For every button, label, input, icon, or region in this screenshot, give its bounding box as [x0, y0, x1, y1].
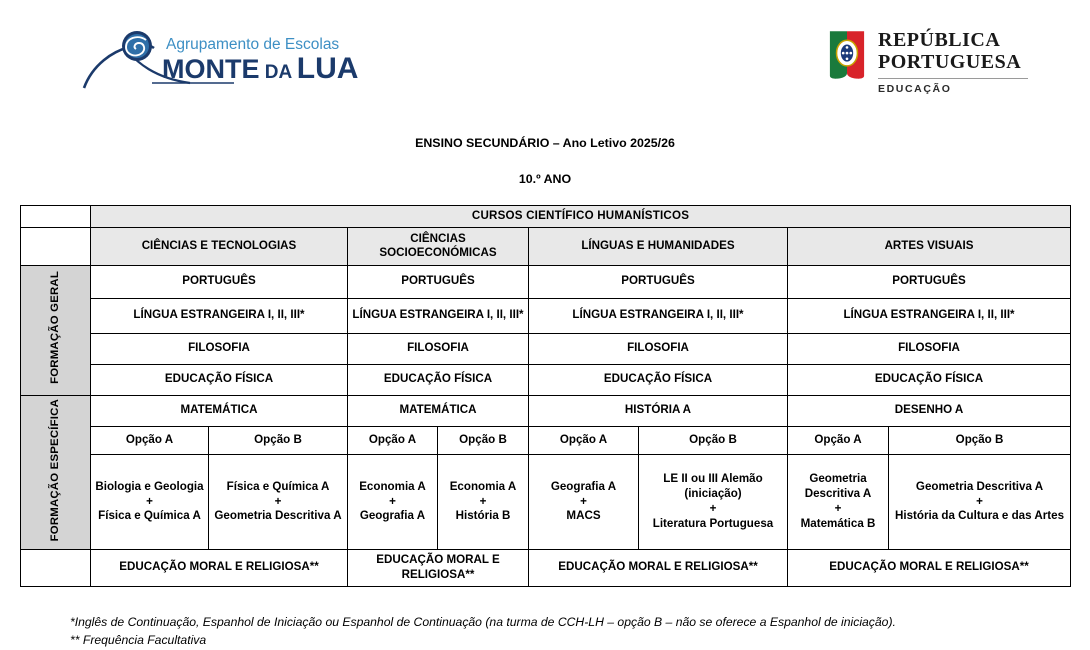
footnotes [70, 613, 1030, 650]
cell-emrc-lh: EDUCAÇÃO MORAL E RELIGIOSA** [529, 550, 788, 587]
option-header-cse-a: Opção A [348, 426, 438, 454]
cell-geral-av-edfisica: EDUCAÇÃO FÍSICA [788, 364, 1071, 395]
cell-option-ct-a: Biologia e Geologia + Física e Química A [91, 454, 209, 549]
cell-trienal-ct: MATEMÁTICA [91, 395, 348, 426]
footnote-single-asterisk: *Inglês de Continuação, Espanhol de Iniciação ou Espanhol de Continuação (na turma de CCH-LH – opção B – não se oferece a Espanhol de iniciação). [70, 615, 896, 629]
banner-cursos-cientifico-humanisticos: CURSOS CIENTÍFICO HUMANÍSTICOS [91, 206, 1071, 228]
table-row-emrc [21, 550, 1071, 587]
cell-trienal-cse: MATEMÁTICA [348, 395, 529, 426]
cell-geral-lh-filosofia: FILOSOFIA [529, 333, 788, 364]
cell-option-cse-b: Economia A + História B [438, 454, 529, 549]
spacer-cell [21, 227, 91, 265]
cell-option-av-a: Geometria Descritiva A + Matemática B [788, 454, 889, 549]
cell-geral-ct-lingua: LÍNGUA ESTRANGEIRA I, II, III* [91, 298, 348, 333]
cell-option-lh-b: LE II ou III Alemão (iniciação) + Literatura Portuguesa [639, 454, 788, 549]
page-subtitle-year: 10.º ANO [518, 172, 572, 186]
option-header-lh-b: Opção B [639, 426, 788, 454]
school-logo-monte-da-lua [82, 26, 382, 98]
cell-geral-cse-edfisica: EDUCAÇÃO FÍSICA [348, 364, 529, 395]
cell-geral-av-filosofia: FILOSOFIA [788, 333, 1071, 364]
option-header-cse-b: Opção B [438, 426, 529, 454]
spacer-cell [21, 206, 91, 228]
cell-emrc-cse: EDUCAÇÃO MORAL E RELIGIOSA** [348, 550, 529, 587]
option-header-lh-a: Opção A [529, 426, 639, 454]
cell-geral-cse-filosofia: FILOSOFIA [348, 333, 529, 364]
cell-trienal-av: DESENHO A [788, 395, 1071, 426]
page-title: ENSINO SECUNDÁRIO – Ano Letivo 2025/26 [415, 136, 675, 150]
cell-geral-ct-edfisica: EDUCAÇÃO FÍSICA [91, 364, 348, 395]
option-header-av-a: Opção A [788, 426, 889, 454]
cell-geral-ct-filosofia: FILOSOFIA [91, 333, 348, 364]
side-label-formacao-geral-text: FORMAÇÃO GERAL [48, 271, 61, 385]
cell-emrc-av: EDUCAÇÃO MORAL E RELIGIOSA** [788, 550, 1071, 587]
side-label-formacao-geral [21, 265, 91, 395]
rp-subtitle-educacao: EDUCAÇÃO [878, 83, 952, 96]
course-header-ciencias-tecnologias: CIÊNCIAS E TECNOLOGIAS [91, 227, 348, 265]
cell-option-av-b: Geometria Descritiva A + História da Cultura e das Artes [889, 454, 1071, 549]
side-label-formacao-especifica [21, 395, 91, 549]
curriculum-table [20, 205, 1071, 587]
footnote-double-asterisk: ** Frequência Facultativa [70, 633, 207, 648]
cell-geral-lh-lingua: LÍNGUA ESTRANGEIRA I, II, III* [529, 298, 788, 333]
cell-geral-av-lingua: LÍNGUA ESTRANGEIRA I, II, III* [788, 298, 1071, 333]
course-header-ciencias-socioeconomicas: CIÊNCIAS SOCIOECONÓMICAS [348, 227, 529, 265]
table-row-option-headers [21, 426, 1071, 454]
rp-title-line1: REPÚBLICA [878, 29, 1001, 51]
cell-geral-lh-portugues: PORTUGUÊS [529, 265, 788, 298]
cell-emrc-ct: EDUCAÇÃO MORAL E RELIGIOSA** [91, 550, 348, 587]
table-row-banner [21, 206, 1071, 228]
table-row-course-headers [21, 227, 1071, 265]
table-row-lingua-estrangeira [21, 298, 1071, 333]
cell-geral-ct-portugues: PORTUGUÊS [91, 265, 348, 298]
school-logo-line2: MONTE DA LUA [162, 52, 359, 85]
option-header-ct-a: Opção A [91, 426, 209, 454]
table-row-filosofia [21, 333, 1071, 364]
portugal-shield-icon [828, 28, 866, 82]
spacer-cell [21, 550, 91, 587]
side-label-formacao-especifica-text: FORMAÇÃO ESPECÍFICA [48, 398, 61, 542]
table-row-trienal [21, 395, 1071, 426]
cell-geral-cse-lingua: LÍNGUA ESTRANGEIRA I, II, III* [348, 298, 529, 333]
cell-option-lh-a: Geografia A + MACS [529, 454, 639, 549]
table-row-educacao-fisica [21, 364, 1071, 395]
school-logo-line1: Agrupamento de Escolas [166, 36, 340, 53]
cell-trienal-lh: HISTÓRIA A [529, 395, 788, 426]
rp-title-line2: PORTUGUESA [878, 50, 1022, 73]
cell-geral-av-portugues: PORTUGUÊS [788, 265, 1071, 298]
course-header-artes-visuais: ARTES VISUAIS [788, 227, 1071, 265]
table-row-portugues [21, 265, 1071, 298]
cell-option-cse-a: Economia A + Geografia A [348, 454, 438, 549]
option-header-av-b: Opção B [889, 426, 1071, 454]
option-header-ct-b: Opção B [209, 426, 348, 454]
cell-option-ct-b: Física e Química A + Geometria Descritiva A [209, 454, 348, 549]
cell-geral-lh-edfisica: EDUCAÇÃO FÍSICA [529, 364, 788, 395]
rp-divider [878, 78, 1028, 79]
cell-geral-cse-portugues: PORTUGUÊS [348, 265, 529, 298]
table-row-option-contents [21, 454, 1071, 549]
school-logo-graphic [82, 26, 382, 98]
course-header-linguas-humanidades: LÍNGUAS E HUMANIDADES [529, 227, 788, 265]
republica-portuguesa-logo [828, 28, 1028, 100]
